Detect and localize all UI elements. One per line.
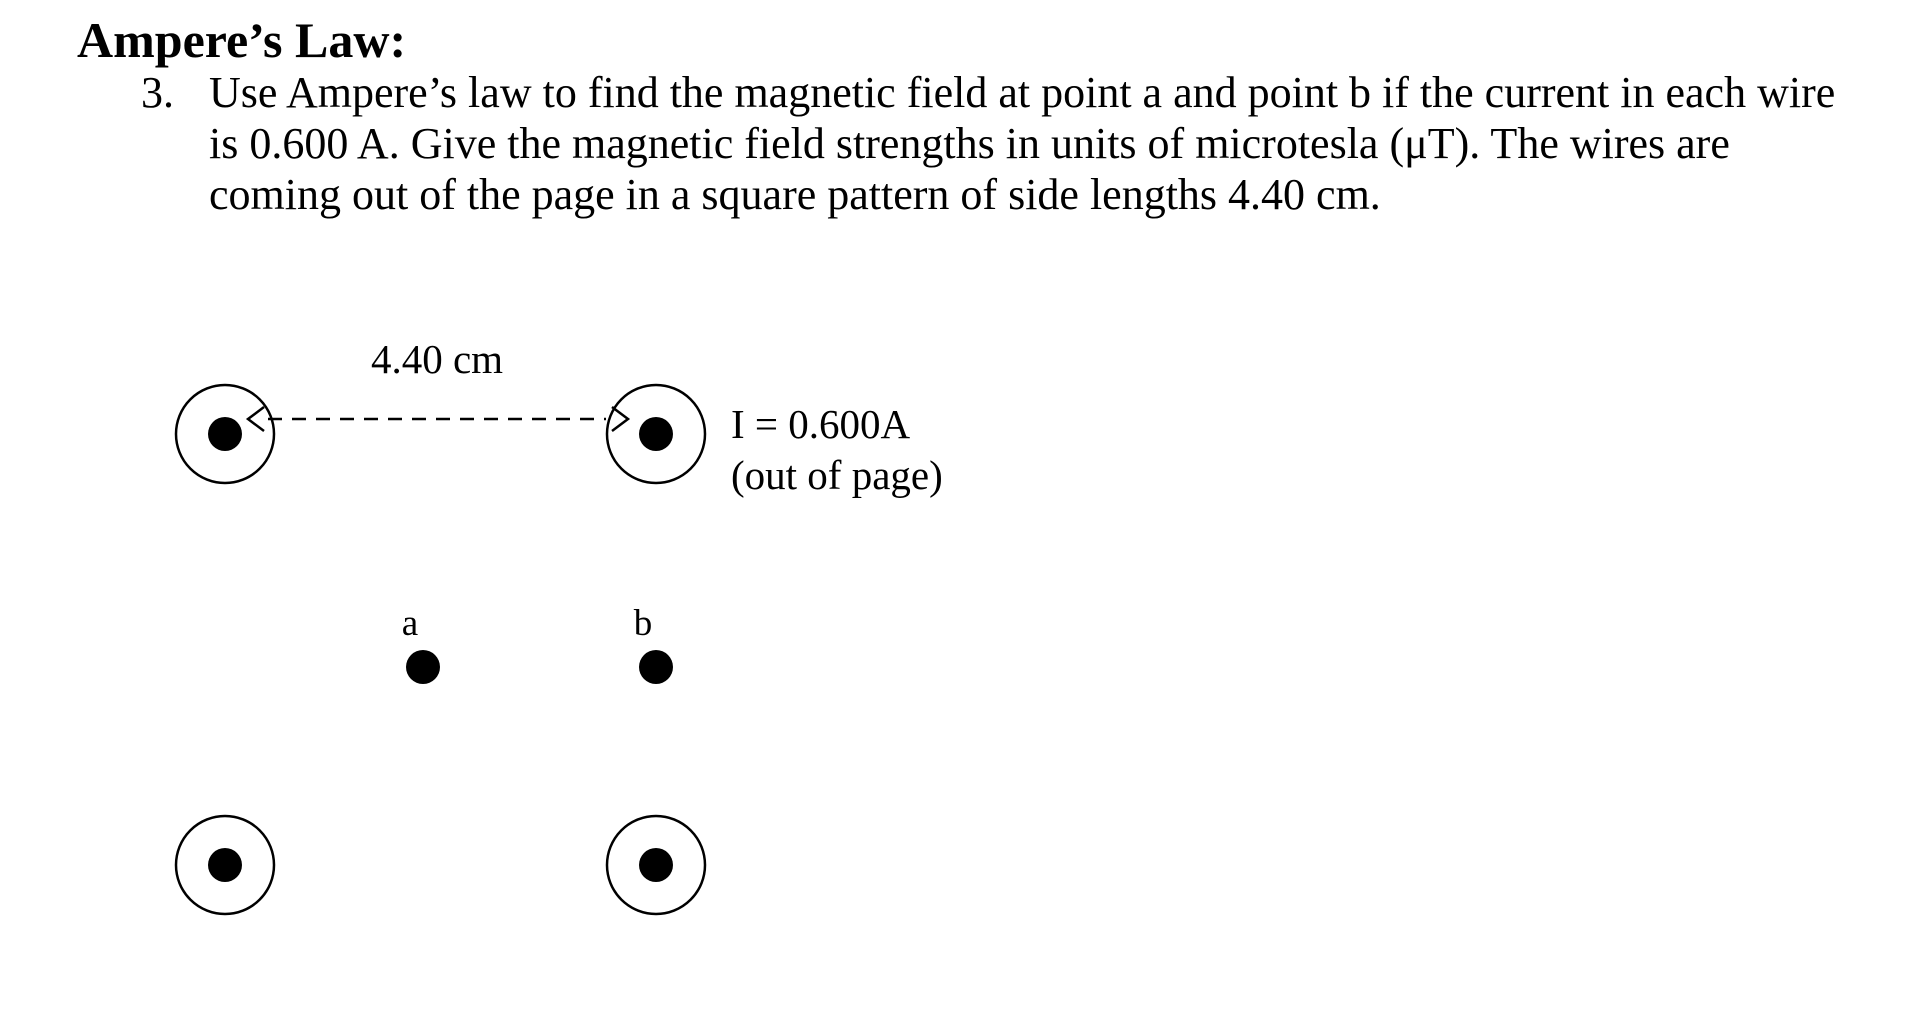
direction-label: (out of page) [731, 452, 943, 498]
wire-bottom-left [176, 816, 274, 914]
dot-in-circle-icon [639, 417, 673, 451]
problem-number: 3. [141, 68, 174, 117]
point-b-marker [639, 650, 673, 684]
wire-bottom-right [607, 816, 705, 914]
problem-line-1: Use Ampere’s law to find the magnetic field at point a and point b if the current in each wire [209, 68, 1836, 117]
wire-top-right [607, 385, 705, 483]
problem-line-2: is 0.600 A. Give the magnetic field strengths in units of microtesla (μT). The wires are [209, 119, 1730, 168]
dimension-arrow [248, 407, 628, 431]
section-heading: Ampere’s Law: [77, 12, 407, 68]
current-label: I = 0.600A [731, 401, 911, 447]
point-a-marker [406, 650, 440, 684]
point-a-label: a [401, 603, 419, 644]
problem-line-3: coming out of the page in a square pattern of side lengths 4.40 cm. [209, 170, 1381, 219]
dot-in-circle-icon [208, 848, 242, 882]
wire-top-left [176, 385, 274, 483]
dot-in-circle-icon [639, 848, 673, 882]
dimension-label: 4.40 cm [370, 336, 504, 382]
point-b-label: b [633, 603, 653, 644]
dot-in-circle-icon [208, 417, 242, 451]
